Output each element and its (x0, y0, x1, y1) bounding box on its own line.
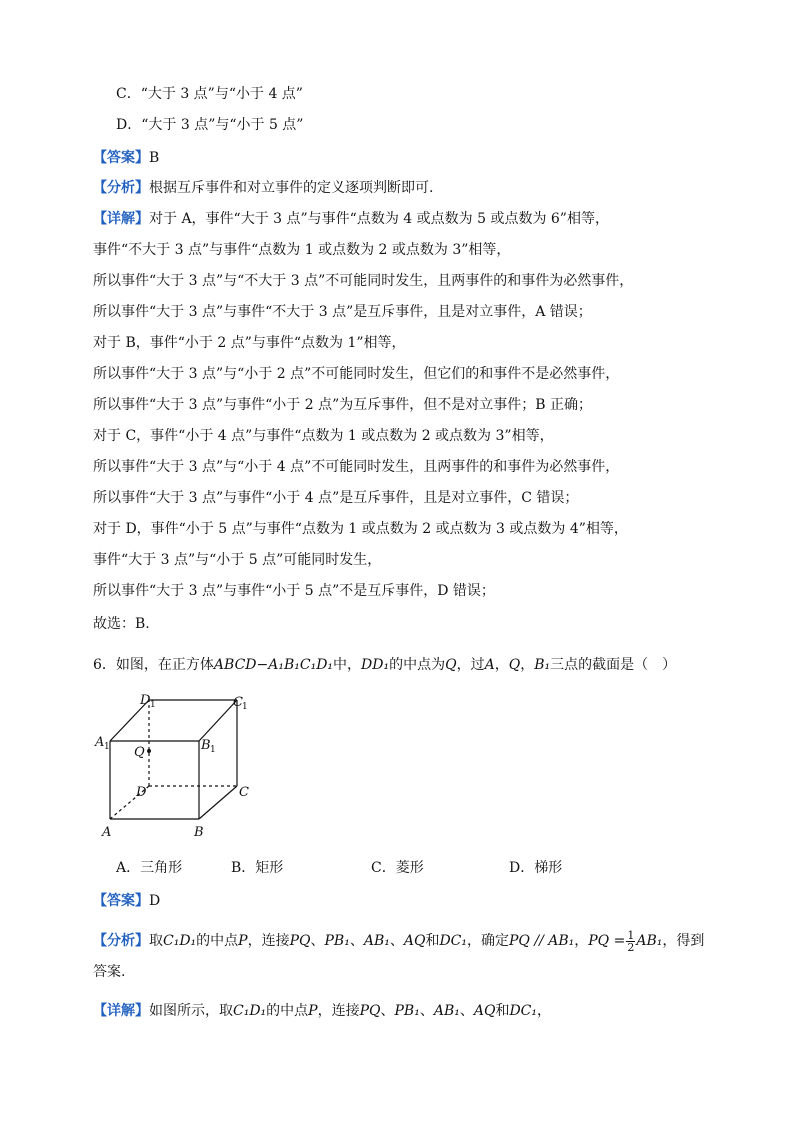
math-pb1: PB₁ (394, 1003, 420, 1019)
label-c: C (239, 785, 249, 800)
option-b: B．矩形 (231, 860, 284, 876)
analysis-text: 和 (425, 933, 440, 949)
label-a: A (102, 825, 112, 840)
option-c: C．“大于 3 点”与“小于 4 点” (116, 86, 303, 102)
separator: 、 (310, 933, 325, 949)
q5-answer (93, 148, 159, 168)
detail-line: 所以事件“大于 3 点”与事件“小于 4 点”是互斥事件，且是对立事件，C 错误； (93, 490, 579, 506)
math-ab1: AB₁ (636, 933, 663, 949)
analysis-text: ，得到 (662, 933, 705, 949)
math-c1d1: C₁D₁ (163, 933, 197, 949)
point-q: Q (508, 657, 521, 673)
math-pq-eq: PQ = (588, 933, 626, 949)
analysis-text: ， (574, 933, 589, 949)
answer-tag: 【答案】 (93, 893, 149, 909)
detail-tag: 【详解】 (93, 211, 149, 227)
math-aq: AQ (403, 933, 426, 949)
label-c1-sub: 1 (242, 702, 248, 712)
detail-line: 所以事件“大于 3 点”与事件“不大于 3 点”是互斥事件，且是对立事件，A 错误； (93, 304, 592, 320)
point-p: P (238, 933, 248, 949)
point-a: A (484, 657, 495, 673)
answer-value: D (149, 893, 161, 909)
detail-line: 所以事件“大于 3 点”与“不大于 3 点”不可能同时发生，且两事件的和事件为必然事件， (93, 273, 634, 289)
detail-line: 事件“大于 3 点”与“小于 5 点”可能同时发生， (93, 552, 382, 568)
answer-value: B (149, 150, 160, 166)
q6-answer (93, 891, 160, 911)
answer-tag: 【答案】 (93, 150, 149, 166)
q6-analysis (93, 928, 704, 954)
q6-stem (93, 655, 676, 675)
math-dc1: DC₁ (439, 933, 467, 949)
math-c1d1: C₁D₁ (233, 1003, 267, 1019)
analysis-text: 根据互斥事件和对立事件的定义逐项判断即可. (149, 180, 434, 196)
math-ab1: AB₁ (433, 1003, 460, 1019)
edge-b1c1 (199, 700, 237, 741)
point-p: P (308, 1003, 318, 1019)
point-b1: B₁ (534, 657, 551, 673)
separator: 、 (459, 1003, 474, 1019)
detail-line: 故选：B. (93, 616, 150, 632)
label-b1: B (201, 738, 211, 753)
detail-line: 对于 C，事件“小于 4 点”与事件“点数为 1 或点数为 2 或点数为 3”相等， (93, 428, 554, 444)
stem-text: ， (494, 657, 509, 673)
detail-text: 如图所示，取 (149, 1003, 233, 1019)
detail-text: ，连接 (317, 1003, 360, 1019)
detail-tag: 【详解】 (93, 1003, 149, 1019)
separator: 、 (419, 1003, 434, 1019)
q5-analysis (93, 178, 433, 198)
edge-name: DD₁ (361, 657, 390, 673)
separator: 、 (349, 933, 364, 949)
detail-text: 和 (495, 1003, 510, 1019)
stem-text: 6．如图，在正方体 (93, 657, 214, 673)
analysis-tag: 【分析】 (93, 180, 149, 196)
separator: 、 (389, 933, 404, 949)
analysis-text: ，连接 (247, 933, 290, 949)
math-pq: PQ (289, 933, 311, 949)
label-q: Q (134, 745, 145, 760)
label-b1-sub: 1 (210, 745, 216, 755)
analysis-text: 的中点 (196, 933, 239, 949)
stem-text: ， (520, 657, 535, 673)
stem-text: ，过 (456, 657, 485, 673)
analysis-text: 取 (149, 933, 163, 949)
option-d: D．梯形 (509, 860, 563, 876)
label-c1: C (233, 695, 243, 710)
detail-text: ， (537, 1003, 551, 1019)
detail-line: 所以事件“大于 3 点”与“小于 4 点”不可能同时发生，且两事件的和事件为必然事件， (93, 459, 620, 475)
math-ab1: AB₁ (363, 933, 390, 949)
label-b: B (194, 825, 204, 840)
detail-text: 对于 A，事件“大于 3 点”与事件“点数为 4 或点数为 5 或点数为 6”相等， (149, 211, 609, 227)
analysis-tag: 【分析】 (93, 933, 149, 949)
math-pb1: PB₁ (324, 933, 350, 949)
detail-line: 事件“不大于 3 点”与事件“点数为 1 或点数为 2 或点数为 3”相等， (93, 242, 511, 258)
detail-text: 的中点 (266, 1003, 309, 1019)
option-a: A．三角形 (116, 860, 183, 876)
stem-text: 三点的截面是（ ） (550, 657, 677, 673)
option-d: D．“大于 3 点”与“小于 5 点” (116, 117, 304, 133)
q5-detail-first (93, 209, 609, 229)
edge-bc (199, 786, 237, 819)
fraction-denominator: 2 (627, 940, 635, 954)
detail-line: 所以事件“大于 3 点”与事件“小于 2 点”为互斥事件，但不是对立事件；B 正确； (93, 397, 592, 413)
detail-line: 所以事件“大于 3 点”与“小于 2 点”不可能同时发生，但它们的和事件不是必然事件， (93, 366, 620, 382)
math-aq: AQ (473, 1003, 496, 1019)
detail-line: 所以事件“大于 3 点”与事件“小于 5 点”不是互斥事件，D 错误； (93, 583, 495, 599)
fraction-half (626, 930, 635, 953)
detail-line: 对于 B，事件“小于 2 点”与事件“点数为 1”相等， (93, 335, 406, 351)
q6-options (116, 858, 676, 878)
q6-detail (93, 1001, 551, 1021)
label-a1-sub: 1 (104, 742, 110, 752)
math-parallel: PQ // AB₁ (509, 933, 575, 949)
stem-text: 的中点为 (389, 657, 446, 673)
separator: 、 (380, 1003, 395, 1019)
detail-line: 对于 D，事件“小于 5 点”与事件“点数为 1 或点数为 2 或点数为 3 或点数为 4”相等， (93, 521, 628, 537)
label-d1: D (140, 693, 151, 708)
label-d: D (136, 785, 147, 800)
math-pq: PQ (359, 1003, 381, 1019)
stem-text: 中， (333, 657, 362, 673)
point-q-dot (147, 749, 151, 753)
cube-name: ABCD−A₁B₁C₁D₁ (213, 657, 334, 673)
q6-analysis-cont: 答案. (93, 964, 126, 980)
cube-figure (93, 688, 263, 843)
fraction-numerator: 1 (627, 928, 635, 942)
label-a1: A (95, 735, 105, 750)
option-c: C．菱形 (371, 860, 424, 876)
point-q: Q (445, 657, 457, 673)
math-dc1: DC₁ (509, 1003, 537, 1019)
analysis-text: ，确定 (467, 933, 509, 949)
label-d1-sub: 1 (150, 700, 156, 710)
